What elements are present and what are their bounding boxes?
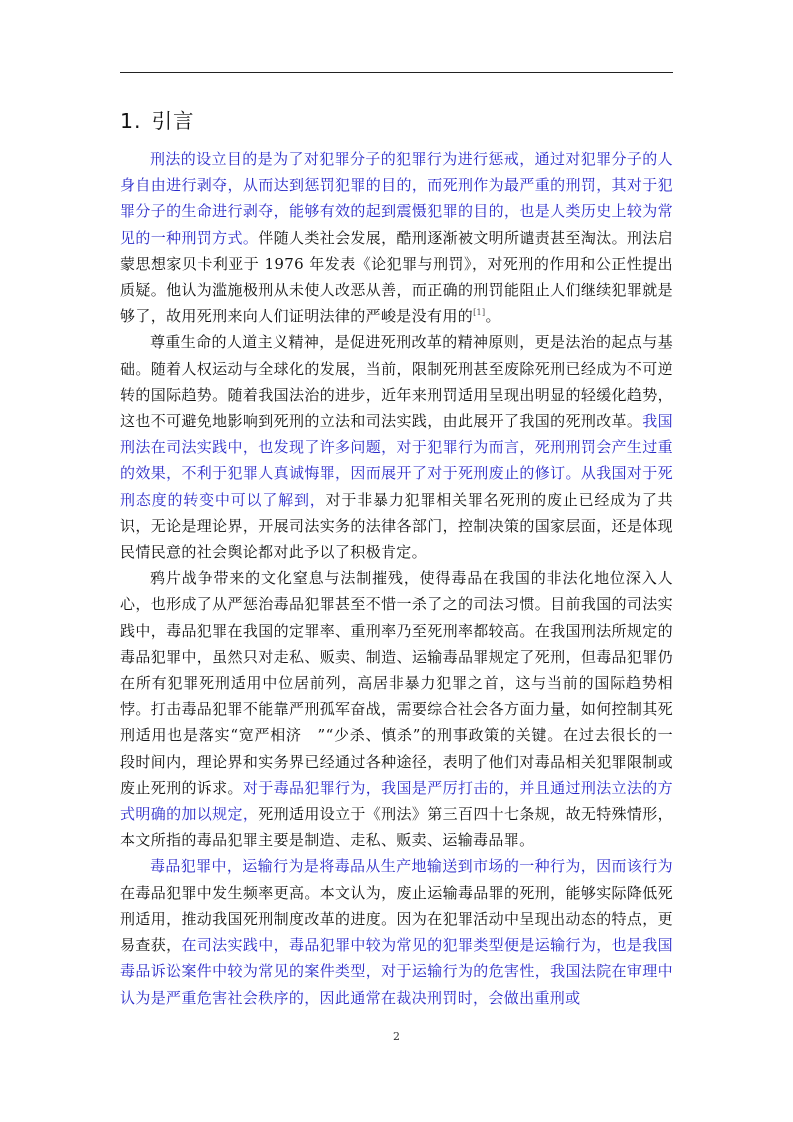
paragraph-text: 鸦片战争带来的文化窒息与法制摧残，使得毒品在我国的非法化地位深入人心，也形成了从严惩治毒品犯罪甚至不惜一杀了之的司法习惯。目前我国的司法实践中，毒品犯罪在我国的定罪率、重刑率乃至死刑率都较高。在我国刑法所规定的毒品犯罪中，虽然只对走私、贩卖、制造、运输毒品罪规定了死刑，但毒品犯罪仍在所有犯罪死刑适用中位居前列，高居非暴力犯罪之首，这与当前的国际趋势相悖。打击毒品犯罪不能靠严刑孤军奋战，需要综合社会各方面力量，如何控制其死刑适用也是落实“宽严相济 ”“少杀、慎杀”的刑事政策的关键。在过去很长的一段时间内，理论界和实务界已经通过各种途径，表明了他们对毒品相关犯罪限制或废止死刑的诉求。 (120, 569, 673, 797)
header-rule (120, 72, 673, 73)
body-paragraph (120, 853, 673, 1010)
section-heading (120, 104, 195, 134)
body-text (120, 146, 673, 1011)
citation-marker: [1] (473, 308, 486, 318)
page-number: 2 (393, 1030, 400, 1043)
body-paragraph (120, 146, 673, 329)
paragraph-text: 在毒品犯罪中发生频率更高。本文认为，废止运输毒品罪的死刑，能够实际降低死刑适用，推动我国死刑制度改革的进度。因为在犯罪活动中呈现出动态的特点，更易查获， (120, 883, 673, 955)
highlighted-text: 我国刑法在司法实践中，也发现了许多问题，对于犯罪行为而言，死刑刑罚会产生过重的效果，不利于犯罪人真诚悔罪，因而展开了对于死刑废止的修订。从我国对于死刑态度的转变中可以了解到， (120, 412, 674, 509)
section-title: 引言 (151, 109, 195, 133)
highlighted-text: 在司法实践中，毒品犯罪中较为常见的犯罪类型便是运输行为，也是我国毒品诉讼案件中较为常见的案件类型，对于运输行为的危害性，我国法院在审理中认为是严重危害社会秩序的，因此通常在裁决刑罚时，会做出重刑或 (120, 936, 674, 1007)
section-number: 1. (120, 109, 142, 133)
highlighted-text: 刑法的设立目的是为了对犯罪分子的犯罪行为进行惩戒，通过对犯罪分子的人身自由进行剥夺，从而达到惩罚犯罪的目的，而死刑作为最严重的刑罚，其对于犯罪分子的生命进行剥夺，能够有效的起到震慑犯罪的目的，也是人类历史上较为常见的一种刑罚方式。 (120, 150, 673, 247)
paragraph-text: 。 (485, 307, 501, 326)
paragraph-text: 尊重生命的人道主义精神，是促进死刑改革的精神原则，更是法治的起点与基础。随着人权运动与全球化的发展，当前，限制死刑甚至废除死刑已经成为不可逆转的国际趋势。随着我国法治的进步，近年来刑罚适用呈现出明显的轻缓化趋势，这也不可避免地影响到死刑的立法和司法实践，由此展开了我国的死刑改革。 (120, 333, 673, 431)
highlighted-text: 毒品犯罪中，运输行为是将毒品从生产地输送到市场的一种行为，因而该行为 (150, 857, 673, 876)
paragraph-text: 伴随人类社会发展，酷刑逐渐被文明所谴责甚至淘汰。刑法启蒙思想家贝卡利亚于 1976 年发表《论犯罪与刑罚》，对死刑的作用和公正性提出质疑。他认为滥施极刑从未使人改恶从善，而正确的刑罚能阻止人们继续犯罪就是够了，故用死刑来向人们证明法律的严峻是没有用的 (120, 228, 674, 326)
paragraph-text: 死刑适用设立于《刑法》第三百四十七条规，故无特殊情形，本文所指的毒品犯罪主要是制造、走私、贩卖、运输毒品罪。 (120, 805, 674, 850)
body-paragraph (120, 329, 673, 565)
body-paragraph (120, 565, 673, 853)
paragraph-text: 对于非暴力犯罪相关罪名死刑的废止已经成为了共识，无论是理论界，开展司法实务的法律各部门，控制决策的国家层面，还是体现民情民意的社会舆论都对此予以了积极肯定。 (120, 490, 673, 562)
highlighted-text: 对于毒品犯罪行为，我国是严厉打击的，并且通过刑法立法的方式明确的加以规定， (120, 778, 673, 824)
